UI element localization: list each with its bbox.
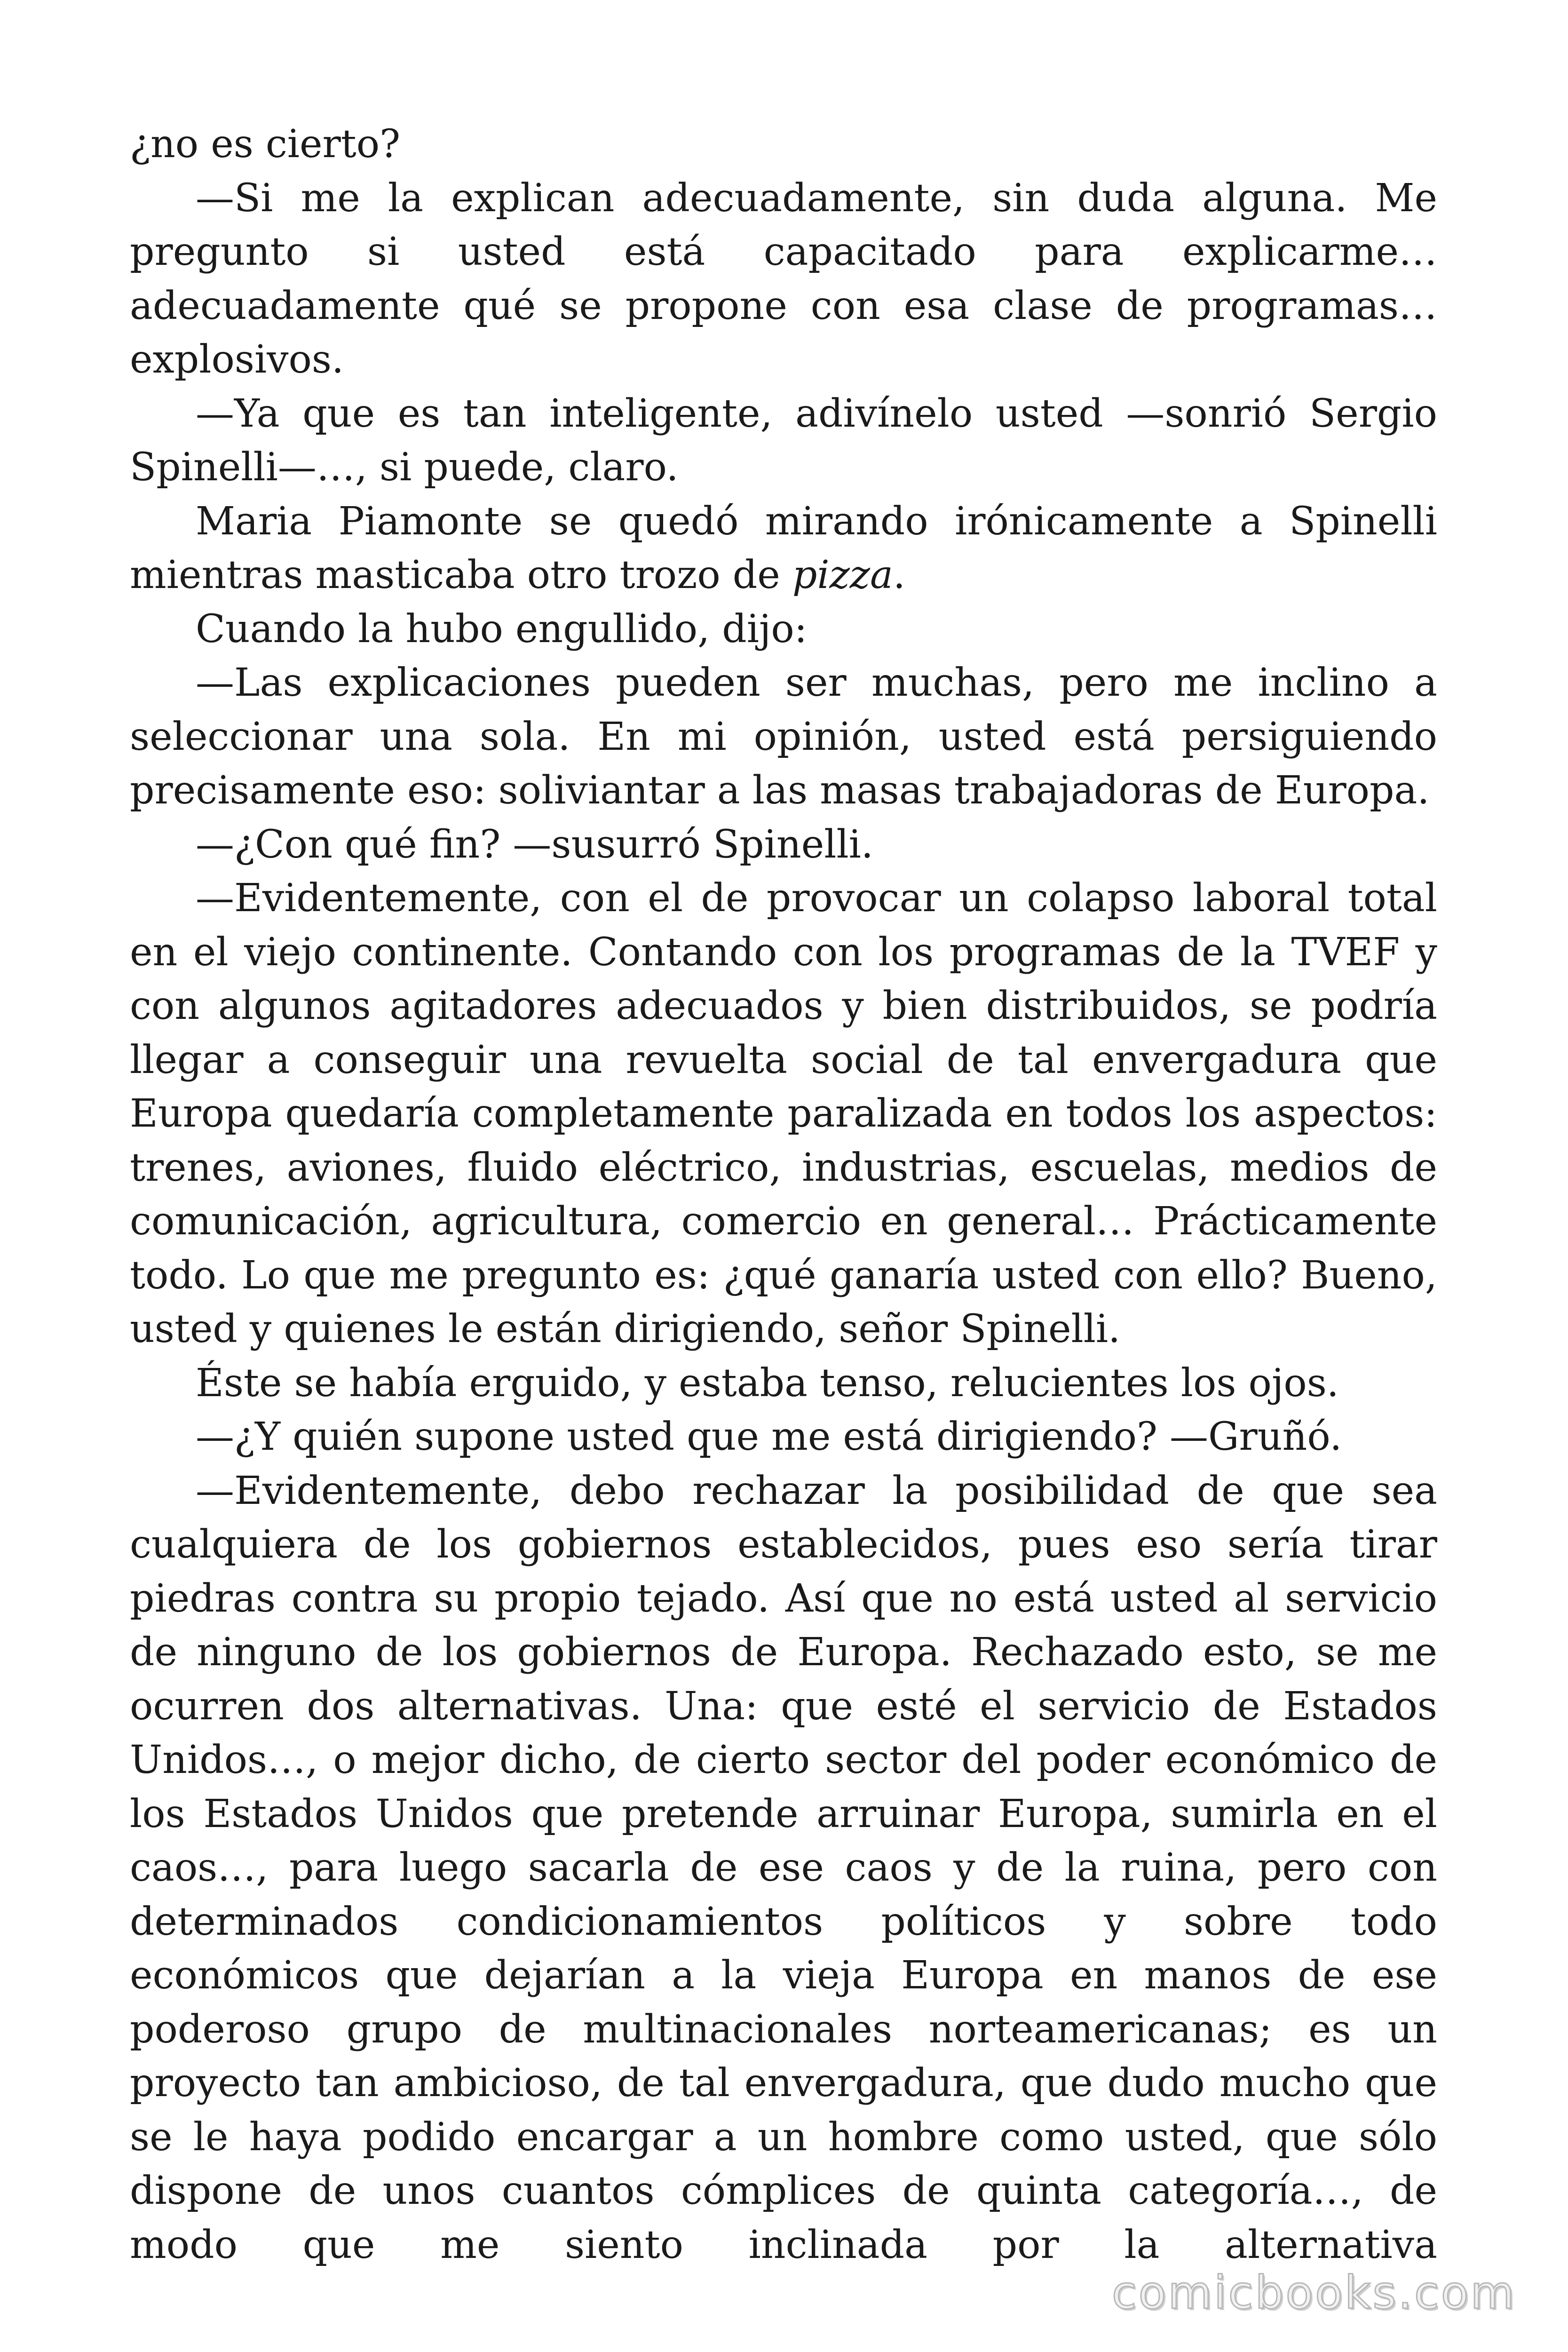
paragraph: —Las explicaciones pueden ser muchas, pero me inclino a seleccionar una sola. En mi opinión, usted está persiguiendo precisamente eso: soliviantar a las masas trabajadoras de Europa.	[130, 660, 1437, 813]
paragraph: —Ya que es tan inteligente, adivínelo usted —sonrió Sergio Spinelli—…, si puede, claro.	[130, 391, 1437, 490]
body-text	[130, 118, 1437, 2272]
paragraph: —¿Y quién supone usted que me está dirigiendo? —Gruñó.	[196, 1414, 1342, 1459]
paragraph-text: Maria Piamonte se quedó mirando irónicamente a Spinelli mientras masticaba otro trozo de	[130, 499, 1437, 597]
watermark: comicbooks.com	[1111, 2266, 1516, 2319]
paragraph-text-end: .	[893, 553, 905, 597]
paragraph	[130, 495, 1437, 603]
paragraph: Cuando la hubo engullido, dijo:	[196, 606, 808, 652]
paragraph: —Evidentemente, con el de provocar un colapso laboral total en el viejo continente. Contando con los programas de la TVEF y con algunos agitadores adecuados y bien distribuidos, se podría llegar a conseguir una revuelta social de tal envergadura que Europa quedaría completamente paralizada en todos los aspectos: trenes, aviones, fluido eléctrico, industrias, escuelas, medios de comunicación, agricultura, comercio en general… Prácticamente todo. Lo que me pregunto es: ¿qué ganaría usted con ello? Bueno, usted y quienes le están dirigiendo, señor Spinelli.	[130, 876, 1437, 1351]
paragraph: ¿no es cierto?	[130, 122, 401, 167]
paragraph: —Si me la explican adecuadamente, sin duda alguna. Me pregunto si usted está capacitado para explicarme… adecuadamente qué se propone con esa clase de programas… explosivos.	[130, 175, 1437, 382]
paragraph: —Evidentemente, debo rechazar la posibilidad de que sea cualquiera de los gobiernos establecidos, pues eso sería tirar piedras contra su propio tejado. Así que no está usted al servicio de ninguno de los gobiernos de Europa. Rechazado esto, se me ocurren dos alternativas. Una: que esté el servicio de Estados Unidos…, o mejor dicho, de cierto sector del poder económico de los Estados Unidos que pretende arruinar Europa, sumirla en el caos…, para luego sacarla de ese caos y de la ruina, pero con determinados condicionamientos políticos y sobre todo económicos que dejarían a la vieja Europa en manos de ese poderoso grupo de multinacionales norteamericanas; es un proyecto tan ambicioso, de tal envergadura, que dudo mucho que se le haya podido encargar a un hombre como usted, que sólo dispone de unos cuantos cómplices de quinta categoría…, de modo que me siento inclinada por la alternativa	[130, 1468, 1437, 2267]
paragraph: —¿Con qué fin? —susurró Spinelli.	[196, 822, 873, 867]
paragraph: Éste se había erguido, y estaba tenso, relucientes los ojos.	[196, 1360, 1339, 1406]
italic-word: pizza	[792, 553, 893, 597]
